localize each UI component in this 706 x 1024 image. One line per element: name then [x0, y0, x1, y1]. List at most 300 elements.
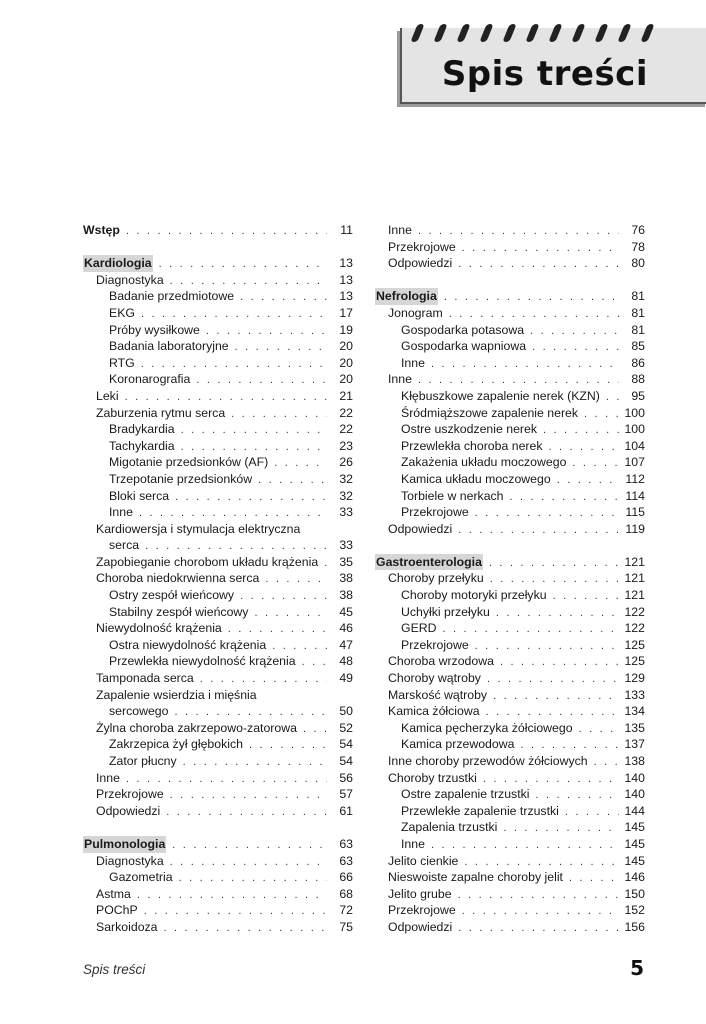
toc-entry-page: 125 [624, 654, 645, 669]
toc-entry-page: 17 [339, 305, 353, 320]
dot-leader [166, 804, 327, 820]
toc-entry-page: 61 [339, 803, 353, 818]
dot-leader [200, 671, 327, 687]
toc-entry-page: 95 [631, 388, 645, 403]
toc-entry-page: 135 [624, 720, 645, 735]
toc-entry[interactable] [83, 720, 353, 737]
toc-entry-title: Inne choroby przewodów żółciowych [388, 754, 588, 768]
toc-entry-title: Kamica pęcherzyka żółciowego [401, 720, 573, 735]
toc-entry-title: Choroba niedokrwienna serca [96, 571, 260, 586]
dot-leader [139, 505, 327, 521]
toc-entry-title: Uchyłki przełyku [401, 604, 490, 619]
toc-entry[interactable] [375, 371, 645, 388]
dot-leader [235, 339, 327, 355]
dot-leader [462, 903, 619, 919]
toc-entry[interactable] [83, 653, 353, 670]
toc-entry[interactable] [83, 471, 353, 488]
toc-entry-page: 104 [624, 438, 645, 453]
dot-leader [141, 306, 327, 322]
toc-entry-page: 19 [339, 322, 353, 337]
toc-entry-title: Diagnostyka [96, 272, 164, 287]
toc-entry-title: Inne [401, 355, 425, 370]
toc-entry-title: Jonogram [388, 305, 443, 320]
toc-entry-title: Inne [388, 372, 412, 387]
toc-entry[interactable] [83, 288, 353, 305]
toc-entry-title: Inne [96, 770, 120, 785]
toc-entry-title: Nefrologia [376, 289, 437, 304]
toc-entry-title: Ostra niewydolność krążenia [109, 637, 267, 652]
dot-leader [486, 704, 619, 720]
toc-entry-title: Kamica żółciowa [388, 704, 480, 719]
toc-entry[interactable] [83, 753, 353, 770]
ring-icon [594, 24, 608, 42]
toc-entry-title: Kamica przewodowa [401, 737, 515, 752]
toc-entry[interactable] [83, 371, 353, 388]
dot-leader [493, 688, 619, 704]
toc-entry-page: 35 [339, 554, 353, 569]
dot-leader [206, 323, 327, 339]
toc-entry-page: 137 [624, 737, 645, 752]
toc-entry-title: Tamponada serca [96, 671, 194, 686]
dot-leader [418, 372, 619, 388]
toc-entry-page: 145 [624, 853, 645, 868]
toc-entry[interactable] [375, 222, 645, 239]
toc-entry-page: 33 [339, 505, 353, 520]
dot-leader [584, 406, 619, 422]
toc-entry-page: 138 [624, 754, 645, 768]
toc-entry-title: Trzepotanie przedsionków [109, 471, 253, 486]
dot-leader [141, 356, 327, 372]
dot-leader [170, 854, 327, 870]
toc-entry-title: Przekrojowe [401, 637, 469, 652]
dot-leader [458, 522, 619, 538]
ring-icon [548, 24, 562, 42]
toc-entry-title: Koronarografia [109, 372, 191, 387]
toc-entry-page: 81 [631, 289, 645, 304]
toc-entry-title: Zapobieganie chorobom układu krążenia [96, 554, 319, 569]
toc-entry[interactable] [83, 305, 353, 322]
toc-entry[interactable] [83, 886, 353, 903]
toc-entry-page: 85 [631, 339, 645, 354]
dot-leader [557, 472, 619, 488]
toc-section-heading[interactable] [83, 836, 353, 853]
toc-entry[interactable] [83, 703, 353, 720]
toc-entry[interactable] [375, 454, 645, 471]
toc-entry[interactable] [83, 604, 353, 621]
toc-spacer [83, 819, 353, 836]
toc-entry-page: 22 [339, 405, 353, 420]
toc-entry[interactable] [375, 471, 645, 488]
toc-entry-page: 52 [339, 720, 353, 735]
toc-entry-title: Przekrojowe [388, 239, 456, 254]
dot-leader [174, 704, 327, 720]
toc-entry[interactable] [83, 438, 353, 455]
toc-entry[interactable] [375, 770, 645, 787]
toc-entry-title: Gastroenterologia [376, 554, 482, 569]
ring-icon [433, 24, 447, 42]
ring-icon [525, 24, 539, 42]
toc-entry-page: 20 [339, 355, 353, 370]
toc-entry-page: 46 [339, 621, 353, 636]
toc-entry-title: Badania laboratoryjne [109, 339, 229, 354]
toc-entry-page: 23 [339, 438, 353, 453]
toc-entry-page: 150 [624, 886, 645, 901]
toc-entry-page: 38 [339, 571, 353, 586]
toc-entry-title: Leki [96, 388, 119, 403]
dot-leader [170, 273, 327, 289]
toc-entry[interactable] [83, 454, 353, 471]
toc-entry-page: 66 [339, 870, 353, 885]
toc-entry[interactable] [375, 736, 645, 753]
toc-entry-page: 56 [339, 770, 353, 785]
toc-entry-page: 72 [339, 903, 353, 918]
toc-entry-page: 68 [339, 886, 353, 901]
toc-entry-title: Przekrojowe [401, 505, 469, 520]
dot-leader [462, 240, 619, 256]
toc-entry[interactable] [83, 355, 353, 372]
toc-entry-title: Gazometria [109, 870, 173, 885]
dot-leader [475, 638, 619, 654]
toc-entry-page: 140 [624, 787, 645, 802]
toc-entry-page: 121 [624, 588, 645, 603]
toc-entry-title: Przekrojowe [388, 903, 456, 918]
dot-leader [489, 555, 619, 571]
dot-leader [572, 455, 619, 471]
page-number: 5 [630, 956, 644, 980]
toc-entry[interactable] [83, 620, 353, 637]
dot-leader [503, 820, 619, 836]
toc-entry-title: Gospodarka wapniowa [401, 339, 527, 354]
toc-entry-title: Ostre uszkodzenie nerek [401, 422, 538, 437]
dot-leader [594, 754, 619, 770]
toc-entry-title: Inne [401, 836, 425, 851]
toc-entry-title: Gospodarka potasowa [401, 322, 525, 337]
toc-entry[interactable] [83, 736, 353, 753]
toc-entry-title: Wstęp [83, 223, 120, 237]
toc-entry-title: Choroba wrzodowa [388, 654, 494, 669]
toc-entry[interactable] [375, 819, 645, 836]
toc-entry-title: Zapalenie wsierdzia i mięśnia [96, 687, 257, 702]
toc-entry-page: 20 [339, 372, 353, 387]
toc-entry-page: 78 [631, 239, 645, 254]
title-card [400, 28, 706, 104]
toc-entry-page: 13 [339, 256, 353, 271]
toc-column-left [83, 222, 353, 936]
dot-leader [272, 638, 327, 654]
toc-entry-title: Odpowiedzi [388, 521, 453, 536]
toc-entry-title: EKG [109, 305, 135, 320]
toc-entry-page: 76 [631, 223, 645, 237]
toc-entry-title: Przewlekła choroba nerek [401, 438, 543, 453]
toc-entry-page: 26 [339, 455, 353, 470]
toc-entry-title: Diagnostyka [96, 853, 164, 868]
toc-entry-title: Kardiologia [84, 256, 152, 271]
dot-leader [496, 605, 619, 621]
toc-entry[interactable] [83, 587, 353, 604]
toc-entry[interactable] [375, 687, 645, 704]
toc-entry[interactable] [375, 438, 645, 455]
dot-leader [606, 389, 619, 405]
toc-entry[interactable] [375, 405, 645, 422]
dot-leader [530, 323, 619, 339]
toc-section-heading[interactable] [375, 554, 645, 571]
toc-entry-page: 32 [339, 471, 353, 486]
toc-entry-page: 134 [624, 704, 645, 719]
toc-entry-page: 54 [339, 737, 353, 752]
toc-entry-page: 63 [339, 853, 353, 868]
toc-entry-page: 121 [624, 554, 645, 569]
toc-entry-page: 45 [339, 604, 353, 619]
toc-spacer [375, 537, 645, 554]
toc-entry-title: Torbiele w nerkach [401, 488, 504, 503]
toc-entry[interactable] [375, 919, 645, 936]
toc-entry[interactable] [375, 836, 645, 853]
dot-leader [249, 737, 327, 753]
dot-leader [579, 721, 619, 737]
dot-leader [179, 870, 327, 886]
toc-entry-page: 54 [339, 754, 353, 768]
toc-entry[interactable] [83, 637, 353, 654]
dot-leader [172, 837, 327, 853]
dot-leader [500, 654, 619, 670]
toc-entry-page: 107 [624, 455, 645, 470]
toc-entry[interactable] [83, 670, 353, 687]
toc-entry[interactable] [375, 322, 645, 339]
dot-leader [240, 588, 327, 604]
toc-entry-page: 114 [625, 488, 645, 503]
dot-leader [324, 555, 327, 571]
dot-leader [431, 837, 619, 853]
toc-entry[interactable] [83, 803, 353, 820]
toc-entry[interactable] [375, 720, 645, 737]
toc-entry-title: Stabilny zespół wieńcowy [109, 604, 249, 619]
ring-icon [571, 24, 585, 42]
toc-entry-title: Sarkoidoza [96, 919, 158, 934]
dot-leader [303, 721, 327, 737]
toc-entry[interactable] [375, 703, 645, 720]
toc-spacer [375, 272, 645, 289]
toc-entry-page: 81 [631, 305, 645, 320]
dot-leader [126, 771, 327, 787]
toc-entry-title: Żylna choroba zakrzepowo-zatorowa [96, 720, 297, 735]
toc-entry-title: Marskość wątroby [388, 687, 488, 702]
toc-entry[interactable] [375, 587, 645, 604]
toc-entry[interactable] [375, 421, 645, 438]
ring-icon [640, 24, 654, 42]
dot-leader [553, 588, 619, 604]
toc-entry-page: 122 [624, 604, 645, 619]
toc-entry[interactable] [83, 272, 353, 289]
toc-entry[interactable] [375, 488, 645, 505]
toc-entry-page: 75 [339, 919, 353, 934]
ring-icon [410, 24, 424, 42]
dot-leader [181, 439, 327, 455]
toc-entry[interactable] [83, 338, 353, 355]
toc-entry[interactable] [83, 322, 353, 339]
toc-entry-page: 11 [340, 223, 353, 237]
dot-leader [125, 389, 327, 405]
toc-entry-page: 100 [624, 422, 645, 437]
toc-entry-title: Odpowiedzi [388, 256, 453, 271]
toc-column-right [375, 222, 645, 936]
toc-entry-page: 125 [624, 637, 645, 652]
toc-entry[interactable] [83, 554, 353, 571]
toc-entry-title: Choroby przełyku [388, 571, 484, 586]
toc-entry-page: 13 [339, 272, 353, 287]
toc-entry[interactable] [375, 388, 645, 405]
toc-entry-page: 146 [624, 870, 645, 885]
toc-entry[interactable] [375, 869, 645, 886]
toc-entry[interactable] [375, 620, 645, 637]
toc-entry-page: 145 [624, 820, 645, 835]
toc-entry-title: Zakażenia układu moczowego [401, 455, 567, 470]
dot-leader [444, 289, 619, 305]
toc-entry-title: Bradykardia [109, 422, 175, 437]
toc-entry-page: 133 [624, 687, 645, 702]
dot-leader [569, 870, 619, 886]
dot-leader [490, 571, 619, 587]
dot-leader [228, 621, 327, 637]
toc-section-heading[interactable] [83, 255, 353, 272]
dot-leader [449, 306, 619, 322]
toc-entry-page: 156 [624, 919, 645, 934]
dot-leader [431, 356, 619, 372]
dot-leader [483, 771, 619, 787]
toc-entry[interactable] [375, 239, 645, 256]
toc-entry[interactable] [83, 902, 353, 919]
ring-icon [456, 24, 470, 42]
dot-leader [274, 455, 327, 471]
toc-entry-title: Przekrojowe [96, 787, 164, 802]
toc-entry[interactable] [83, 405, 353, 422]
toc-entry[interactable] [83, 853, 353, 870]
toc-entry[interactable] [83, 537, 353, 554]
toc-entry[interactable] [83, 919, 353, 936]
dot-leader [536, 787, 620, 803]
footer-title: Spis treści [83, 962, 146, 977]
toc-entry-page: 145 [624, 836, 645, 851]
dot-leader [543, 422, 619, 438]
dot-leader [170, 787, 327, 803]
toc-entry[interactable] [375, 255, 645, 272]
toc-entry-title: Zaburzenia rytmu serca [96, 405, 226, 420]
toc-spacer [83, 239, 353, 256]
toc-entry[interactable] [375, 604, 645, 621]
toc-entry-title: Ostre zapalenie trzustki [401, 787, 530, 802]
dot-leader [164, 920, 327, 936]
dot-leader [231, 406, 327, 422]
toc-entry[interactable] [375, 355, 645, 372]
toc-entry-page: 49 [339, 671, 353, 686]
ring-icon [617, 24, 631, 42]
toc-entry-title: Odpowiedzi [96, 803, 161, 818]
dot-leader [458, 920, 619, 936]
toc-entry[interactable] [83, 504, 353, 521]
toc-entry[interactable] [375, 338, 645, 355]
toc-entry-page: 50 [339, 704, 353, 719]
toc-entry-title: Inne [388, 223, 412, 237]
toc-entry-title: Zapalenia trzustki [401, 820, 498, 835]
toc-entry-title: Śródmiąższowe zapalenie nerek [401, 405, 579, 420]
toc-entry-title: Badanie przedmiotowe [109, 289, 235, 304]
toc-entry-title: POChP [96, 903, 138, 918]
dot-leader [475, 505, 619, 521]
toc-entry[interactable] [375, 786, 645, 803]
toc-entry[interactable] [375, 753, 645, 770]
toc-entry-title: Kardiowersja i stymulacja elektryczna [96, 521, 301, 536]
toc-entry[interactable] [375, 521, 645, 538]
toc-entry-title: Nieswoiste zapalne choroby jelit [388, 870, 563, 885]
toc-entry-title: Tachykardia [109, 438, 175, 453]
toc-entry-page: 33 [339, 538, 353, 553]
toc-entry-title: Zator płucny [109, 754, 177, 768]
toc-entry[interactable] [83, 869, 353, 886]
toc-entry[interactable] [375, 886, 645, 903]
toc-entry[interactable] [83, 687, 353, 704]
toc-entry[interactable] [375, 853, 645, 870]
toc-entry-title: Zakrzepica żył głębokich [109, 737, 243, 752]
toc-entry[interactable] [83, 770, 353, 787]
toc-entry[interactable] [375, 803, 645, 820]
toc-entry-page: 121 [624, 571, 645, 586]
dot-leader [458, 256, 619, 272]
toc-entry[interactable] [83, 786, 353, 803]
dot-leader [196, 372, 327, 388]
toc-entry-page: 63 [339, 836, 353, 851]
toc-entry[interactable] [83, 421, 353, 438]
dot-leader [510, 489, 619, 505]
toc-entry-title: Jelito cienkie [388, 853, 459, 868]
toc-entry-page: 81 [631, 322, 645, 337]
toc-section-heading[interactable] [375, 288, 645, 305]
toc-entry[interactable] [375, 670, 645, 687]
page-title: Spis treści [441, 54, 648, 94]
dot-leader [175, 489, 327, 505]
toc-entry[interactable] [83, 222, 353, 239]
toc-entry-title: Astma [96, 886, 131, 901]
toc-entry[interactable] [375, 504, 645, 521]
dot-leader [258, 472, 327, 488]
toc-entry[interactable] [375, 653, 645, 670]
dot-leader [487, 671, 619, 687]
toc-entry[interactable] [83, 488, 353, 505]
dot-leader [443, 621, 619, 637]
toc-entry-page: 47 [339, 637, 353, 652]
dot-leader [532, 339, 619, 355]
toc-entry[interactable] [375, 637, 645, 654]
toc-entry-page: 119 [625, 521, 645, 536]
toc-entry[interactable] [83, 388, 353, 405]
dot-leader [520, 737, 619, 753]
toc-entry-title: Bloki serca [109, 488, 170, 503]
toc-entry-page: 144 [624, 803, 645, 818]
dot-leader [159, 256, 327, 272]
toc-entry[interactable] [375, 570, 645, 587]
toc-entry-title: Próby wysiłkowe [109, 322, 200, 337]
toc-entry-title: Kłębuszkowe zapalenie nerek (KZN) [401, 388, 600, 403]
toc-entry-page: 13 [339, 289, 353, 304]
toc-entry[interactable] [375, 902, 645, 919]
toc-entry-title: Choroby motoryki przełyku [401, 588, 547, 603]
toc-entry-page: 88 [631, 372, 645, 387]
toc-entry-page: 152 [624, 903, 645, 918]
toc-entry-title: Inne [109, 505, 133, 520]
toc-entry[interactable] [375, 305, 645, 322]
toc-entry-page: 21 [339, 388, 353, 403]
toc-entry[interactable] [83, 570, 353, 587]
spiral-binding-icon [414, 24, 706, 48]
toc-entry[interactable] [83, 521, 353, 538]
